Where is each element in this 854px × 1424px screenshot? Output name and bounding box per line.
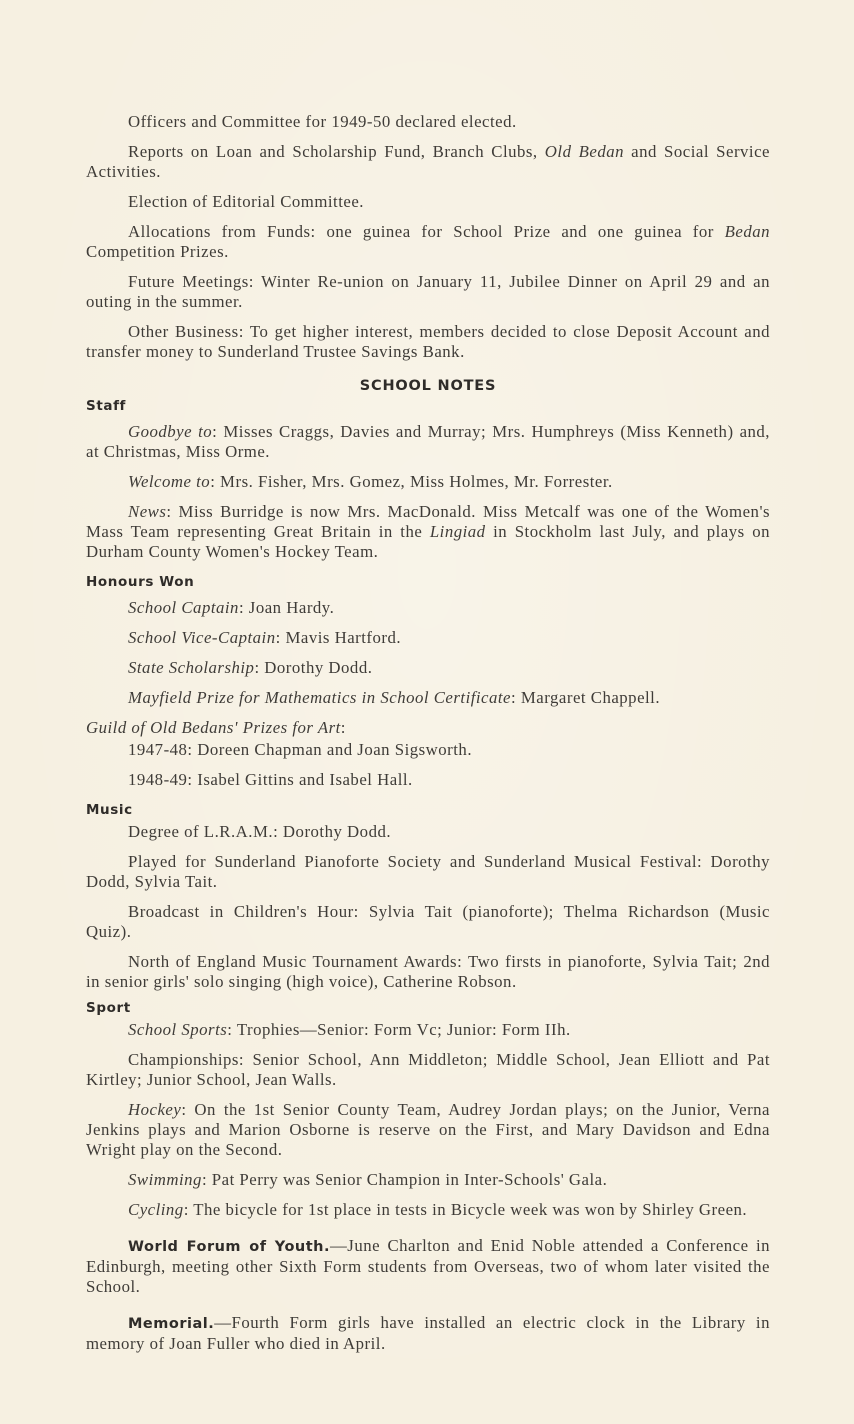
- state-scholarship-text: : Dorothy Dodd.: [254, 658, 373, 677]
- world-forum-heading: World Forum of Youth.: [128, 1239, 331, 1255]
- news-paragraph: [86, 502, 770, 562]
- art-1948-line: [86, 740, 770, 760]
- reports-paragraph: [86, 142, 770, 182]
- school-sports-text: : Trophies—Senior: Form Vc; Junior: Form IIh.: [227, 1020, 571, 1039]
- played-text: Played for Sunderland Pianoforte Society and Sunderland Musical Festival: Dorothy Dodd, Sylvia Tait.: [86, 852, 770, 891]
- hockey-paragraph: [86, 1100, 770, 1160]
- page-body: [86, 112, 770, 1364]
- old-bedan-italic: Old Bedan: [544, 142, 624, 161]
- played-paragraph: [86, 852, 770, 892]
- north-england-text: North of England Music Tournament Awards: Two firsts in pianoforte, Sylvia Tait; 2nd in senior girls' solo singing (high voice), Catherine Robson.: [86, 952, 770, 991]
- allocations-paragraph: [86, 222, 770, 262]
- memorial-paragraph: [86, 1313, 770, 1354]
- news-text-end: in Stockholm last July, and plays on Durham County Women's Hockey Team.: [86, 522, 770, 561]
- north-england-paragraph: [86, 952, 770, 992]
- allocations-text-end: Competition Prizes.: [86, 242, 229, 261]
- state-scholarship-paragraph: [86, 658, 770, 678]
- vice-captain-text: : Mavis Hartford.: [275, 628, 402, 647]
- state-scholarship-label: State Scholarship: [128, 658, 255, 677]
- election-paragraph: [86, 192, 770, 212]
- staff-subheading: Staff: [86, 398, 127, 414]
- welcome-label: Welcome to: [128, 472, 211, 491]
- music-subheading: Music: [86, 802, 133, 818]
- mayfield-label: Mayfield Prize for Mathematics in School Certificate: [128, 688, 512, 707]
- bedan-italic: Bedan: [724, 222, 770, 241]
- cycling-text: : The bicycle for 1st place in tests in Bicycle week was won by Shirley Green.: [183, 1200, 748, 1219]
- guild-label: Guild of Old Bedans' Prizes for Art: [86, 718, 341, 737]
- welcome-text: : Mrs. Fisher, Mrs. Gomez, Miss Holmes, Mr. Forrester.: [210, 472, 613, 491]
- news-text: : Miss Burridge is now Mrs. MacDonald. Miss Metcalf was one of the Women's Mass Team representing Great Britain in the: [86, 502, 770, 541]
- school-sports-paragraph: [86, 1020, 770, 1040]
- officers-text: Officers and Committee for 1949-50 declared elected.: [128, 112, 517, 131]
- vice-captain-label: School Vice-Captain: [128, 628, 276, 647]
- world-forum-text: —June Charlton and Enid Noble attended a Conference in Edinburgh, meeting other Sixth Form students from Overseas, two of whom later visited the School.: [86, 1236, 770, 1296]
- hockey-text: : On the 1st Senior County Team, Audrey Jordan plays; on the Junior, Verna Jenkins plays and Marion Osborne is reserve on the First, and Mary Davidson and Edna Wright play on the Second.: [86, 1100, 770, 1159]
- championships-paragraph: [86, 1050, 770, 1090]
- art-1949-line: [86, 770, 770, 790]
- captain-paragraph: [86, 598, 770, 618]
- mayfield-text: : Margaret Chappell.: [511, 688, 661, 707]
- world-forum-paragraph: [86, 1236, 770, 1297]
- broadcast-paragraph: [86, 902, 770, 942]
- lingiad-italic: Lingiad: [429, 522, 486, 541]
- allocations-text: Allocations from Funds: one guinea for School Prize and one guinea for: [128, 222, 725, 241]
- degree-paragraph: [86, 822, 770, 842]
- goodbye-label: Goodbye to: [128, 422, 213, 441]
- future-meetings-paragraph: [86, 272, 770, 312]
- mayfield-paragraph: [86, 688, 770, 708]
- swimming-label: Swimming: [128, 1170, 202, 1189]
- other-business-paragraph: [86, 322, 770, 362]
- guild-paragraph: [86, 718, 770, 738]
- news-label: News: [128, 502, 167, 521]
- vice-captain-paragraph: [86, 628, 770, 648]
- honours-subheading: Honours Won: [86, 574, 195, 590]
- other-business-text: Other Business: To get higher interest, members decided to close Deposit Account and transfer money to Sunderland Trustee Savings Bank.: [86, 322, 770, 361]
- memorial-text: —Fourth Form girls have installed an electric clock in the Library in memory of Joan Fuller who died in April.: [86, 1313, 770, 1353]
- captain-text: : Joan Hardy.: [238, 598, 335, 617]
- school-sports-label: School Sports: [128, 1020, 228, 1039]
- officers-paragraph: [86, 112, 770, 132]
- reports-text: Reports on Loan and Scholarship Fund, Branch Clubs,: [128, 142, 545, 161]
- cycling-paragraph: [86, 1200, 770, 1220]
- art-1949-text: 1948-49: Isabel Gittins and Isabel Hall.: [128, 770, 413, 789]
- cycling-label: Cycling: [128, 1200, 184, 1219]
- swimming-paragraph: [86, 1170, 770, 1190]
- goodbye-paragraph: [86, 422, 770, 462]
- hockey-label: Hockey: [128, 1100, 182, 1119]
- broadcast-text: Broadcast in Children's Hour: Sylvia Tait (pianoforte); Thelma Richardson (Music Quiz).: [86, 902, 770, 941]
- election-text: Election of Editorial Committee.: [128, 192, 364, 211]
- swimming-text: : Pat Perry was Senior Champion in Inter-Schools' Gala.: [201, 1170, 608, 1189]
- sport-subheading: Sport: [86, 1000, 131, 1016]
- captain-label: School Captain: [128, 598, 239, 617]
- guild-text: :: [340, 718, 346, 737]
- championships-text: Championships: Senior School, Ann Middleton; Middle School, Jean Elliott and Pat Kirtley; Junior School, Jean Walls.: [86, 1050, 770, 1089]
- memorial-heading: Memorial.: [128, 1316, 215, 1332]
- reports-text-end: and Social Service Activities.: [86, 142, 770, 181]
- school-notes-heading: SCHOOL NOTES: [359, 378, 497, 394]
- welcome-paragraph: [86, 472, 770, 492]
- degree-text: Degree of L.R.A.M.: Dorothy Dodd.: [128, 822, 392, 841]
- goodbye-text: : Misses Craggs, Davies and Murray; Mrs. Humphreys (Miss Kenneth) and, at Christmas, Miss Orme.: [86, 422, 770, 461]
- future-meetings-text: Future Meetings: Winter Re-union on January 11, Jubilee Dinner on April 29 and an outing in the summer.: [86, 272, 770, 311]
- art-1948-text: 1947-48: Doreen Chapman and Joan Sigsworth.: [128, 740, 473, 759]
